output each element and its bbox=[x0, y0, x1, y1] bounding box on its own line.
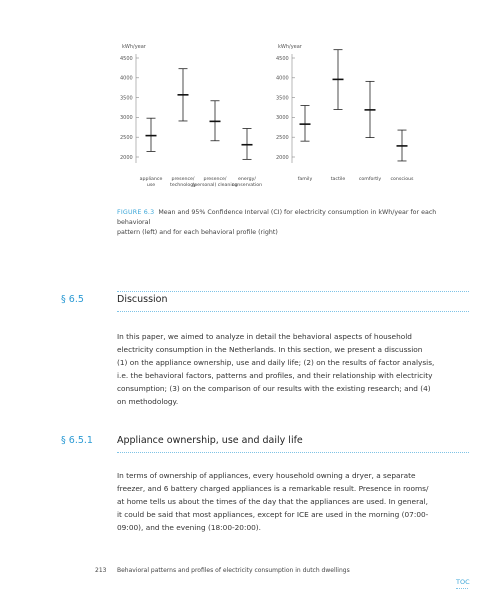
category-label: conscious bbox=[390, 177, 414, 182]
running-title: Behavioral patterns and profiles of electricity consumption in dutch dwellings bbox=[117, 567, 350, 574]
category-label: presence/ bbox=[171, 177, 195, 182]
subsection-number: § 6.5.1 bbox=[61, 435, 93, 446]
toc-underline bbox=[456, 588, 468, 589]
y-tick-label: 4000 bbox=[120, 75, 133, 82]
section-divider-bottom bbox=[117, 311, 469, 312]
y-unit-label: kWh/year bbox=[278, 44, 302, 51]
category-label: comfortly bbox=[358, 177, 382, 182]
y-tick-label: 4500 bbox=[120, 55, 133, 62]
caption-line-2: pattern (left) and for each behavioral profile (right) bbox=[117, 229, 278, 236]
figure-caption bbox=[117, 208, 467, 238]
caption-line-1: Mean and 95% Confidence Interval (CI) for electricity consumption in kWh/year for each behavioral bbox=[117, 209, 437, 226]
y-tick-label: 2500 bbox=[120, 135, 133, 141]
y-tick-label: 3000 bbox=[276, 115, 289, 122]
y-tick-label: 4000 bbox=[276, 75, 289, 82]
text-line: on methodology. bbox=[117, 396, 179, 406]
category-label: conservation bbox=[231, 183, 263, 188]
text-line: it could be said that most appliances, except for ICE are used in the morning (07:00- bbox=[117, 509, 429, 519]
y-tick-label: 3500 bbox=[276, 95, 289, 102]
figure-label: FIGURE 6.3 bbox=[117, 209, 155, 216]
text-line: 09:00), and the evening (18:00-20:00). bbox=[117, 522, 262, 532]
category-label: tactile bbox=[330, 177, 346, 182]
toc-link[interactable]: TOC bbox=[456, 578, 470, 586]
chart-behavioral-profiles bbox=[276, 44, 414, 182]
category-label: (personal) cleaning bbox=[192, 183, 238, 188]
y-tick-label: 3000 bbox=[120, 115, 133, 122]
section-title: Discussion bbox=[117, 294, 168, 305]
y-tick-label: 2000 bbox=[120, 154, 133, 161]
chart-behavioral-patterns bbox=[120, 44, 262, 188]
category-label: technology bbox=[169, 183, 197, 188]
discussion-paragraph bbox=[117, 331, 469, 408]
text-line: electricity consumption in the Netherlands. In this section, we present a discussion bbox=[117, 344, 423, 354]
text-line: at home tells us about the times of the day that the appliances are used. In general, bbox=[117, 496, 428, 506]
appliance-paragraph bbox=[117, 470, 469, 535]
y-tick-label: 2500 bbox=[276, 135, 289, 141]
category-label: family bbox=[297, 177, 313, 182]
category-label: use bbox=[146, 183, 156, 188]
page-number: 213 bbox=[95, 567, 107, 574]
subsection-divider bbox=[117, 452, 469, 453]
category-label: appliance bbox=[139, 177, 163, 182]
text-line: (1) on the appliance ownership, use and daily life; (2) on the results of factor analysis, bbox=[117, 357, 435, 367]
text-line: i.e. the behavioral factors, patterns and profiles, and their relationship with electricity bbox=[117, 370, 433, 380]
category-label: energy/ bbox=[238, 177, 256, 182]
text-line: freezer, and 6 battery charged appliances is a remarkable result. Presence in rooms/ bbox=[117, 483, 429, 493]
text-line: In terms of ownership of appliances, every household owning a dryer, a separate bbox=[117, 471, 416, 480]
text-line: consumption; (3) on the comparison of our results with the existing research; and (4) bbox=[117, 383, 431, 393]
text-line: In this paper, we aimed to analyze in detail the behavioral aspects of household bbox=[117, 332, 412, 341]
category-label: presence/ bbox=[203, 177, 227, 182]
y-unit-label: kWh/year bbox=[122, 44, 146, 51]
y-tick-label: 2000 bbox=[276, 154, 289, 161]
section-number: § 6.5 bbox=[61, 294, 84, 305]
y-tick-label: 4500 bbox=[276, 55, 289, 62]
subsection-title: Appliance ownership, use and daily life bbox=[117, 435, 303, 446]
figure-charts bbox=[0, 0, 486, 200]
y-tick-label: 3500 bbox=[120, 95, 133, 102]
section-divider-top bbox=[117, 291, 469, 292]
